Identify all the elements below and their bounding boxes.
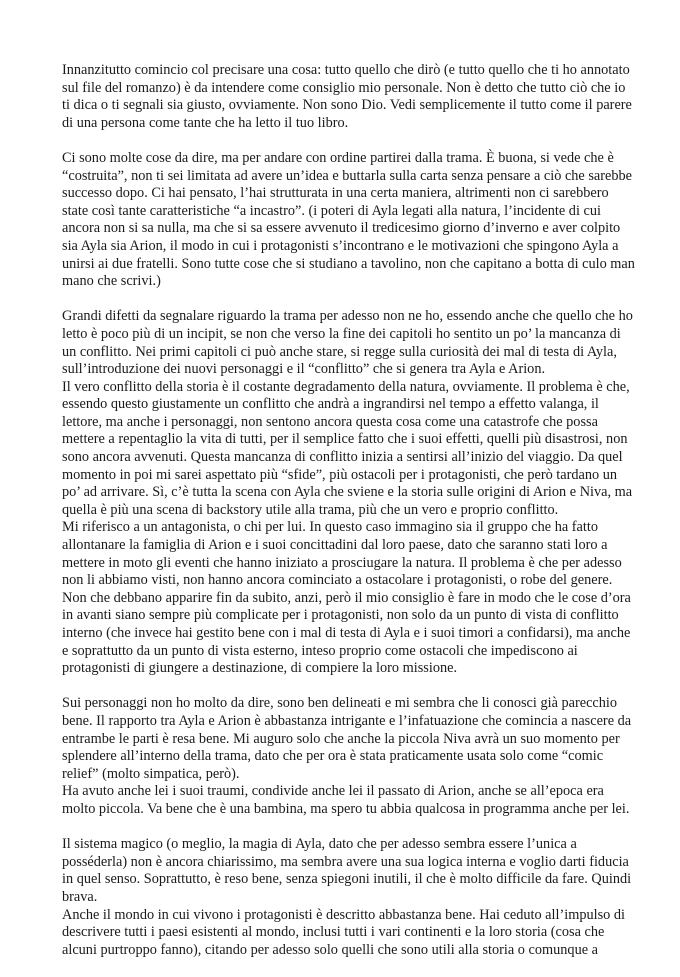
text-line: mettere a repentaglio la vita di tutti, per il semplice fatto che i suoi effetti, quelli più disastrosi, non (62, 431, 628, 448)
text-line: Non che debbano apparire fin da subito, anzi, però il mio consiglio è fare in modo che le cose d’ora (62, 589, 631, 606)
paragraph (62, 149, 635, 291)
text-line: state così tante caratteristiche “a incastro”. (i poteri di Ayla legati alla natura, l’incidente di cui (62, 202, 601, 219)
text-line: posséderla) non è ancora chiarissimo, ma sembra avere una sua logica interna e voglio darti fiducia (62, 853, 629, 870)
paragraph (62, 62, 632, 132)
text-line: Mi riferisco a un antagonista, o chi per lui. In questo caso immagino sia il gruppo che ha fatto (62, 519, 598, 536)
text-line: allontanare la famiglia di Arion e i suoi concittadini dal loro paese, dato che saranno stati loro a (62, 537, 608, 554)
text-line: sul file del romanzo) è da intendere come consiglio mio personale. Non è detto che tutto ciò che io (62, 79, 626, 96)
text-line: essendo questo giustamente un conflitto che andrà a ingrandirsi nel tempo a effetto valanga, il (62, 396, 599, 413)
text-line: in avanti siano sempre più complicate per i protagonisti, non solo da un punto di vista di conflitto (62, 607, 619, 624)
text-line: sull’introduzione dei nuovi personaggi e il “conflitto” che si genera tra Ayla e Arion. (62, 361, 546, 378)
text-line: letto è poco più di un incipit, se non che verso la fine dei capitoli ho sentito un po’ la mancanza di (62, 325, 621, 342)
text-line: quella è più una scena di backstory utile alla trama, più che un vero e proprio conflitto. (62, 501, 559, 518)
text-line: ti dica o ti segnali sia giusto, ovviamente. Non sono Dio. Vedi semplicemente il tutto come il parere (62, 97, 632, 114)
text-line: Innanzitutto comincio col precisare una cosa: tutto quello che dirò (e tutto quello che ti ho annotato (62, 62, 630, 78)
text-line: entrambe le parti è resa bene. Mi auguro solo che anche la piccola Niva avrà un suo momento per (62, 730, 620, 747)
text-line: e soprattutto da un punto di vista esterno, inteso proprio come ostacoli che impediscono ai (62, 642, 578, 659)
text-line: momento in poi mi sarei aspettato più “sfide”, più ostacoli per i protagonisti, che però tardano un (62, 466, 618, 483)
text-line: unirsi ai due fratelli. Sono tutte cose che si studiano a tavolino, non che capitano a botta di culo man (62, 255, 635, 272)
text-line: Grandi difetti da segnalare riguardo la trama per adesso non ne ho, essendo anche che quello che ho (62, 308, 633, 325)
paragraph (62, 308, 633, 677)
text-line: Sui personaggi non ho molto da dire, sono ben delineati e mi sembra che li conosci già parecchio (62, 695, 618, 712)
text-line: lettore, ma anche i personaggi, non sentono ancora questa cosa come una catastrofe che possa (62, 413, 598, 430)
text-line: Il sistema magico (o meglio, la magia di Ayla, dato che per adesso sembra essere l’unica a (62, 836, 577, 853)
text-line: “costruita”, non ti sei limitata ad avere un’idea e buttarla sulla carta senza pensare a ciò che sarebbe (62, 167, 633, 184)
text-line: successo dopo. Ci hai pensato, l’hai strutturata in una certa maniera, altrimenti non ci sarebbero (62, 185, 609, 202)
text-line: Ci sono molte cose da dire, ma per andare con ordine partirei dalla trama. È buona, si vede che è (62, 149, 614, 166)
text-line: bene. Il rapporto tra Ayla e Arion è abbastanza intrigante e l’infatuazione che comincia a nascere da (62, 712, 632, 729)
text-line: di una persona come tante che ha letto il tuo libro. (62, 114, 349, 131)
text-line: Il vero conflitto della storia è il costante degradamento della natura, ovviamente. Il problema è che, (62, 378, 630, 395)
text-line: interno (che invece hai gestito bene con i mal di testa di Ayla e i suoi timori a confidarsi), ma anche (62, 625, 631, 641)
text-line: alcuni purtroppo fanno), citando per adesso solo quelli che sono utili alla storia o comunque a (62, 941, 598, 958)
text-line: mano che scrivi.) (62, 273, 161, 290)
text-line: descrivere tutti i paesi esistenti al mondo, inclusi tutti i vari continenti e la loro storia (cosa che (62, 924, 605, 941)
text-line: Ha avuto anche lei i suoi traumi, condivide anche lei il passato di Arion, anche se all’epoca era (62, 783, 604, 800)
text-line: in quel senso. Soprattutto, è reso bene, senza spiegoni inutili, il che è molto difficile da fare. Quindi (62, 871, 632, 888)
text-line: po’ ad arrivare. Sì, c’è tutta la scena con Ayla che sviene e la storia sulle origini di Arion e Niva, ma (62, 484, 633, 501)
text-line: splendere all’interno della trama, dato che per ora è stata praticamente usata solo come “comic (62, 748, 604, 765)
text-line: non li abbiamo visti, non hanno ancora cominciato a ostacolare i protagonisti, o robe del genere. (62, 572, 613, 589)
text-line: sia Ayla sia Arion, il modo in cui i protagonisti s’incontrano e le motivazioni che spingono Ayla a (62, 237, 619, 254)
text-line: un conflitto. Nei primi capitoli ci può anche stare, si regge sulla curiosità dei mal di testa di Ayla, (62, 343, 617, 360)
text-line: molto piccola. Va bene che è una bambina, ma spero tu abbia qualcosa in programma anche per lei. (62, 800, 630, 817)
text-line: sono ancora avvenuti. Questa mancanza di conflitto inizia a sentirsi all’inizio del viaggio. Da quel (62, 449, 623, 466)
text-line: Anche il mondo in cui vivono i protagonisti è descritto abbastanza bene. Hai ceduto all’impulso di (62, 906, 626, 923)
paragraph (62, 836, 632, 959)
text-line: mettere in moto gli eventi che hanno iniziato a prosciugare la natura. Il problema è che per adesso (62, 554, 622, 571)
text-line: ancora non si sa nulla, ma che si sa essere avvenuto il tredicesimo giorno d’inverno e aver colpito (62, 220, 621, 237)
paragraph (62, 695, 632, 818)
document-page (62, 62, 635, 977)
text-line: protagonisti di giungere a destinazione, di compiere la loro missione. (62, 660, 458, 677)
text-line: brava. (62, 888, 98, 905)
text-line: relief” (molto simpatica, però). (62, 765, 240, 782)
